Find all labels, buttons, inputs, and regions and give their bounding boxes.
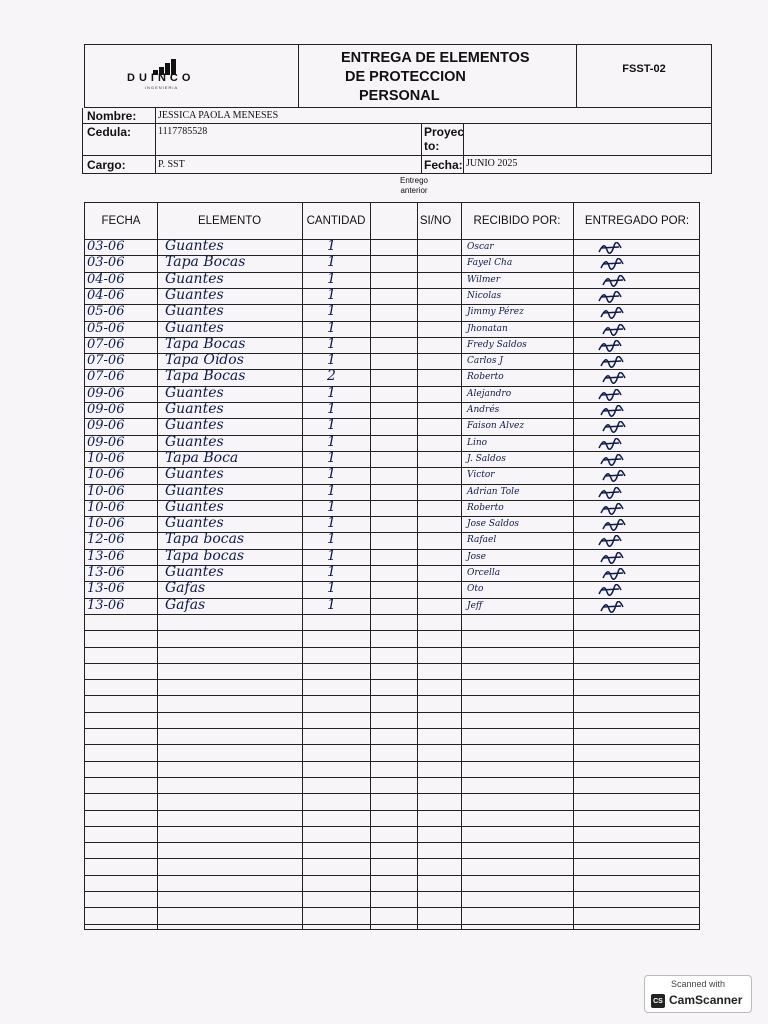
- cell-fecha: 09-06: [87, 402, 125, 417]
- row-line: [85, 777, 699, 778]
- row-line: [85, 891, 699, 892]
- entregado-signature: [599, 600, 625, 612]
- entregado-signature: [597, 486, 623, 498]
- cell-elemento: Guantes: [165, 319, 224, 336]
- cell-elemento: Guantes: [165, 238, 224, 254]
- entregado-signature: [601, 420, 627, 432]
- row-line: [85, 826, 699, 827]
- cell-elemento: Guantes: [165, 433, 224, 450]
- cell-cantidad: 1: [327, 482, 336, 499]
- cell-cantidad: 1: [327, 564, 336, 580]
- cell-recibido: Carlos J: [467, 356, 503, 367]
- entregado-signature: [599, 502, 625, 514]
- cell-cantidad: 1: [327, 466, 336, 483]
- cell-cantidad: 1: [327, 433, 336, 450]
- row-line: [85, 728, 699, 729]
- cedula-label: Cedula:: [87, 125, 132, 139]
- entregado-signature: [597, 388, 623, 400]
- col-header-cantidad: CANTIDAD: [306, 215, 366, 227]
- entregado-signature: [597, 583, 623, 595]
- proyecto-label-2: to:: [424, 139, 440, 153]
- cell-cantidad: 1: [327, 352, 336, 369]
- cell-elemento: Guantes: [165, 515, 224, 532]
- col-header-si-no: SI/NO: [419, 215, 452, 227]
- cell-elemento: Guantes: [165, 417, 224, 434]
- cell-fecha: 09-06: [87, 434, 125, 450]
- cell-elemento: Guantes: [165, 303, 224, 320]
- cell-recibido: Adrian Tole: [467, 486, 520, 497]
- cell-elemento: Guantes: [165, 270, 224, 287]
- cell-elemento: Tapa bocas: [165, 531, 245, 548]
- title-line-2: DE PROTECCION: [345, 69, 466, 85]
- entregado-signature: [599, 257, 625, 269]
- cell-cantidad: 1: [327, 515, 336, 532]
- entregado-signature: [597, 290, 623, 302]
- nombre-label: Nombre:: [87, 109, 137, 123]
- cell-fecha: 03-06: [87, 255, 125, 271]
- cell-fecha: 03-06: [87, 239, 125, 254]
- cell-elemento: Gafas: [165, 596, 206, 613]
- camscanner-top-text: Scanned with: [670, 979, 726, 989]
- cell-elemento: Guantes: [165, 564, 224, 580]
- cell-cantidad: 1: [327, 270, 336, 287]
- camscanner-logo-icon: CS: [651, 994, 665, 1008]
- cell-cantidad: 1: [327, 319, 336, 336]
- entrego-anterior-label: Entrego anterior: [399, 176, 429, 195]
- fecha-label: Fecha:: [424, 158, 463, 172]
- form-title: [299, 45, 577, 107]
- cell-recibido: Faison Alvez: [467, 421, 525, 432]
- cell-recibido: J. Saldos: [467, 453, 506, 464]
- cell-fecha: 13-06: [87, 565, 125, 580]
- row-line: [85, 907, 699, 908]
- cell-fecha: 07-06: [87, 353, 125, 369]
- cell-recibido: Oscar: [467, 242, 494, 252]
- company-logo: [85, 45, 299, 107]
- cell-recibido: Jose: [467, 551, 486, 562]
- cell-cantidad: 1: [327, 449, 336, 466]
- entregado-signature: [601, 274, 627, 286]
- col-header-elemento: ELEMENTO: [197, 215, 262, 227]
- row-line: [85, 858, 699, 859]
- row-line: [85, 761, 699, 762]
- row-line: [85, 875, 699, 876]
- cell-fecha: 13-06: [87, 597, 125, 613]
- cell-recibido: Wilmer: [467, 274, 501, 285]
- cell-elemento: Guantes: [165, 401, 224, 417]
- cell-cantidad: 1: [327, 238, 336, 254]
- form-header: [84, 44, 712, 108]
- entregado-signature: [601, 323, 627, 335]
- form-code: FSST-02: [622, 63, 666, 75]
- cell-elemento: Guantes: [165, 466, 224, 483]
- cell-recibido: Jose Saldos: [467, 519, 520, 530]
- col-header-fecha: FECHA: [101, 215, 141, 227]
- row-line: [85, 630, 699, 631]
- row-line: [85, 663, 699, 664]
- cell-cantidad: 2: [327, 368, 336, 385]
- cell-recibido: Jimmy Pérez: [467, 307, 524, 318]
- deliveries-table: [84, 202, 700, 930]
- cell-fecha: 05-06: [87, 320, 125, 336]
- cell-elemento: Tapa Bocas: [165, 254, 246, 271]
- cargo-label: Cargo:: [87, 158, 126, 172]
- camscanner-watermark: [644, 975, 752, 1013]
- cell-elemento: Guantes: [165, 498, 224, 515]
- cell-recibido: Jeff: [467, 600, 483, 611]
- cell-recibido: Victor: [467, 470, 495, 481]
- cell-elemento: Gafas: [165, 580, 206, 597]
- title-line-3: PERSONAL: [359, 88, 440, 104]
- cell-cantidad: 1: [327, 303, 336, 320]
- cell-cantidad: 1: [327, 596, 336, 613]
- fecha-value: JUNIO 2025: [466, 158, 518, 169]
- entregado-signature: [601, 469, 627, 481]
- cell-fecha: 10-06: [87, 499, 125, 515]
- cell-cantidad: 1: [327, 401, 336, 417]
- entregado-signature: [599, 306, 625, 318]
- logo-text: DUINCO: [127, 72, 195, 84]
- cell-recibido: Fayel Cha: [467, 258, 513, 269]
- cell-elemento: Tapa Oídos: [165, 352, 244, 369]
- cell-fecha: 07-06: [87, 369, 125, 385]
- cell-elemento: Tapa Bocas: [165, 368, 246, 385]
- cell-elemento: Tapa Boca: [165, 449, 239, 466]
- entregado-signature: [601, 567, 627, 579]
- nombre-row: [82, 108, 712, 124]
- cargo-row: [82, 156, 712, 174]
- nombre-value: JESSICA PAOLA MENESES: [158, 110, 279, 121]
- cell-elemento: Tapa Bocas: [165, 335, 246, 352]
- cell-fecha: 07-06: [87, 336, 125, 352]
- cell-recibido: Orcella: [467, 568, 501, 578]
- cell-recibido: Alejandro: [467, 388, 512, 399]
- cell-cantidad: 1: [327, 417, 336, 434]
- cell-cantidad: 1: [327, 547, 336, 564]
- cell-elemento: Guantes: [165, 384, 224, 401]
- row-line: [85, 842, 699, 843]
- logo-subtext: INGENIERIA: [145, 85, 179, 90]
- row-line: [85, 924, 699, 925]
- entregado-signature: [599, 355, 625, 367]
- form-sheet: [84, 44, 712, 944]
- cell-cantidad: 1: [327, 254, 336, 271]
- title-line-1: ENTREGA DE ELEMENTOS: [341, 50, 530, 66]
- cell-recibido: Roberto: [467, 502, 504, 513]
- camscanner-name: CamScanner: [669, 993, 743, 1007]
- entregado-signature: [597, 437, 623, 449]
- entregado-signature: [599, 551, 625, 563]
- cell-fecha: 04-06: [87, 271, 125, 287]
- cell-fecha: 09-06: [87, 385, 125, 401]
- cell-fecha: 10-06: [87, 483, 125, 499]
- entregado-signature: [599, 453, 625, 465]
- entregado-signature: [597, 534, 623, 546]
- cedula-value: 1117785528: [158, 126, 208, 137]
- cell-fecha: 13-06: [87, 581, 125, 597]
- cell-cantidad: 1: [327, 580, 336, 597]
- row-line: [85, 810, 699, 811]
- cell-fecha: 09-06: [87, 418, 125, 434]
- cell-cantidad: 1: [327, 384, 336, 401]
- cell-cantidad: 1: [327, 335, 336, 352]
- row-line: [85, 744, 699, 745]
- row-line: [85, 695, 699, 696]
- cell-elemento: Tapa bocas: [165, 547, 245, 564]
- cell-recibido: Jhonatan: [467, 323, 508, 334]
- cell-recibido: Fredy Saldos: [467, 339, 527, 350]
- cell-fecha: 10-06: [87, 450, 125, 466]
- cell-fecha: 05-06: [87, 304, 125, 320]
- cell-fecha: 12-06: [87, 532, 125, 548]
- cell-fecha: 10-06: [87, 516, 125, 532]
- cell-recibido: Roberto: [467, 372, 504, 383]
- cedula-row: [82, 124, 712, 156]
- cell-recibido: Oto: [467, 584, 484, 595]
- cell-fecha: 13-06: [87, 548, 125, 564]
- cell-fecha: 04-06: [87, 287, 125, 303]
- entregado-signature: [601, 518, 627, 530]
- entregado-signature: [597, 241, 623, 253]
- cell-cantidad: 1: [327, 498, 336, 515]
- cell-cantidad: 1: [327, 531, 336, 548]
- cell-elemento: Guantes: [165, 482, 224, 499]
- row-line: [85, 793, 699, 794]
- col-header-entregado: ENTREGADO POR:: [584, 215, 690, 227]
- cell-cantidad: 1: [327, 286, 336, 303]
- cargo-value: P. SST: [158, 159, 185, 170]
- entregado-signature: [597, 339, 623, 351]
- row-line: [85, 712, 699, 713]
- row-line: [85, 614, 699, 615]
- cell-elemento: Guantes: [165, 286, 224, 303]
- cell-recibido: Rafael: [467, 535, 497, 546]
- cell-recibido: Lino: [467, 437, 488, 448]
- row-line: [85, 679, 699, 680]
- cell-recibido: Nicolas: [467, 290, 502, 301]
- col-header-recibido: RECIBIDO POR:: [473, 215, 561, 227]
- entregado-signature: [599, 404, 625, 416]
- row-line: [85, 647, 699, 648]
- entregado-signature: [601, 371, 627, 383]
- cell-recibido: Andrés: [467, 405, 500, 415]
- proyecto-label-1: Proyec: [424, 125, 465, 139]
- cell-fecha: 10-06: [87, 467, 125, 483]
